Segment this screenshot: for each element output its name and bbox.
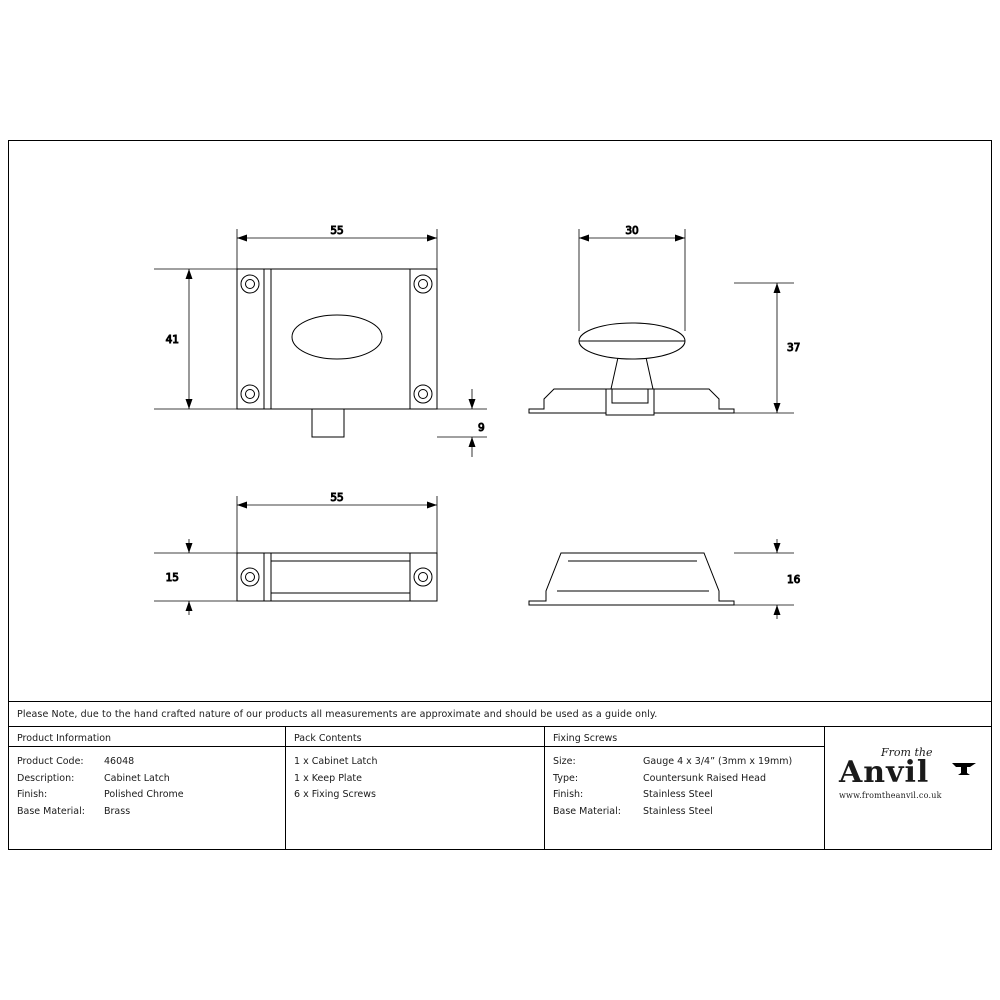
table-row	[17, 804, 285, 821]
dim-side-height	[734, 283, 794, 413]
screw-size-key: Size:	[553, 756, 576, 767]
dim-side-width	[579, 229, 685, 331]
drawing-area	[9, 141, 991, 701]
screw-type-value: Countersunk Raised Head	[643, 772, 767, 784]
screw-finish-value: Stainless Steel	[643, 789, 713, 800]
table-row	[553, 787, 824, 804]
product-code-key: Product Code:	[17, 756, 84, 767]
description-value: Cabinet Latch	[104, 772, 170, 784]
screw-base-material-value: Stainless Steel	[643, 805, 713, 817]
list-item: 1 x Keep Plate	[294, 772, 362, 784]
description-key: Description:	[17, 772, 75, 784]
dim-keep-width	[237, 496, 437, 553]
product-drawings	[9, 141, 991, 701]
finish-value: Polished Chrome	[104, 789, 184, 800]
list-item: 1 x Cabinet Latch	[294, 756, 378, 767]
brand-logo-column	[825, 727, 990, 849]
table-row	[553, 754, 824, 771]
fixing-screws-column	[545, 727, 825, 849]
logo-from-the-text: From the	[881, 746, 933, 759]
logo-url-text: www.fromtheanvil.co.uk	[839, 791, 942, 800]
dim-keep-height-label: 15	[165, 572, 179, 584]
dim-keep-side-height	[734, 539, 794, 619]
product-information-column	[9, 727, 286, 849]
keep-plate-side-drawing	[529, 553, 734, 605]
fixing-screws-heading: Fixing Screws	[553, 733, 618, 744]
anvil-icon	[951, 760, 977, 776]
pack-contents-column	[286, 727, 545, 849]
screw-finish-key: Finish:	[553, 789, 584, 800]
dim-side-height-label: 37	[787, 342, 801, 354]
brand-logo	[839, 747, 979, 800]
keep-plate-front-drawing	[237, 553, 437, 601]
table-row	[553, 804, 824, 821]
dim-side-width-label: 30	[625, 225, 639, 237]
screw-base-material-key: Base Material:	[553, 805, 621, 817]
information-table	[9, 726, 991, 849]
table-row	[553, 771, 824, 788]
measurement-note-text: Please Note, due to the hand crafted nature of our products all measurements are approximate and should be used as a guide only.	[17, 708, 658, 720]
screw-type-key: Type:	[553, 772, 579, 784]
table-row	[17, 771, 285, 788]
product-code-value: 46048	[104, 756, 135, 767]
dim-front-height-label: 41	[165, 334, 179, 346]
front-view-drawing	[237, 269, 437, 437]
finish-key: Finish:	[17, 789, 48, 800]
base-material-key: Base Material:	[17, 805, 85, 817]
dim-front-width-label: 55	[330, 225, 344, 237]
table-row	[17, 787, 285, 804]
screw-size-value: Gauge 4 x 3/4” (3mm x 19mm)	[643, 756, 793, 767]
dim-keep-width-label: 55	[330, 492, 344, 504]
product-information-heading: Product Information	[17, 733, 112, 744]
dim-tongue-label: 9	[478, 422, 485, 434]
dim-keep-side-height-label: 16	[787, 574, 801, 586]
logo-brand-text: Anvil	[839, 755, 930, 790]
base-material-value: Brass	[104, 805, 131, 817]
table-row	[17, 754, 285, 771]
technical-drawing-sheet	[8, 140, 992, 850]
pack-contents-heading: Pack Contents	[294, 733, 362, 744]
measurement-note	[9, 701, 991, 726]
side-view-drawing	[529, 323, 734, 415]
list-item: 6 x Fixing Screws	[294, 789, 376, 800]
